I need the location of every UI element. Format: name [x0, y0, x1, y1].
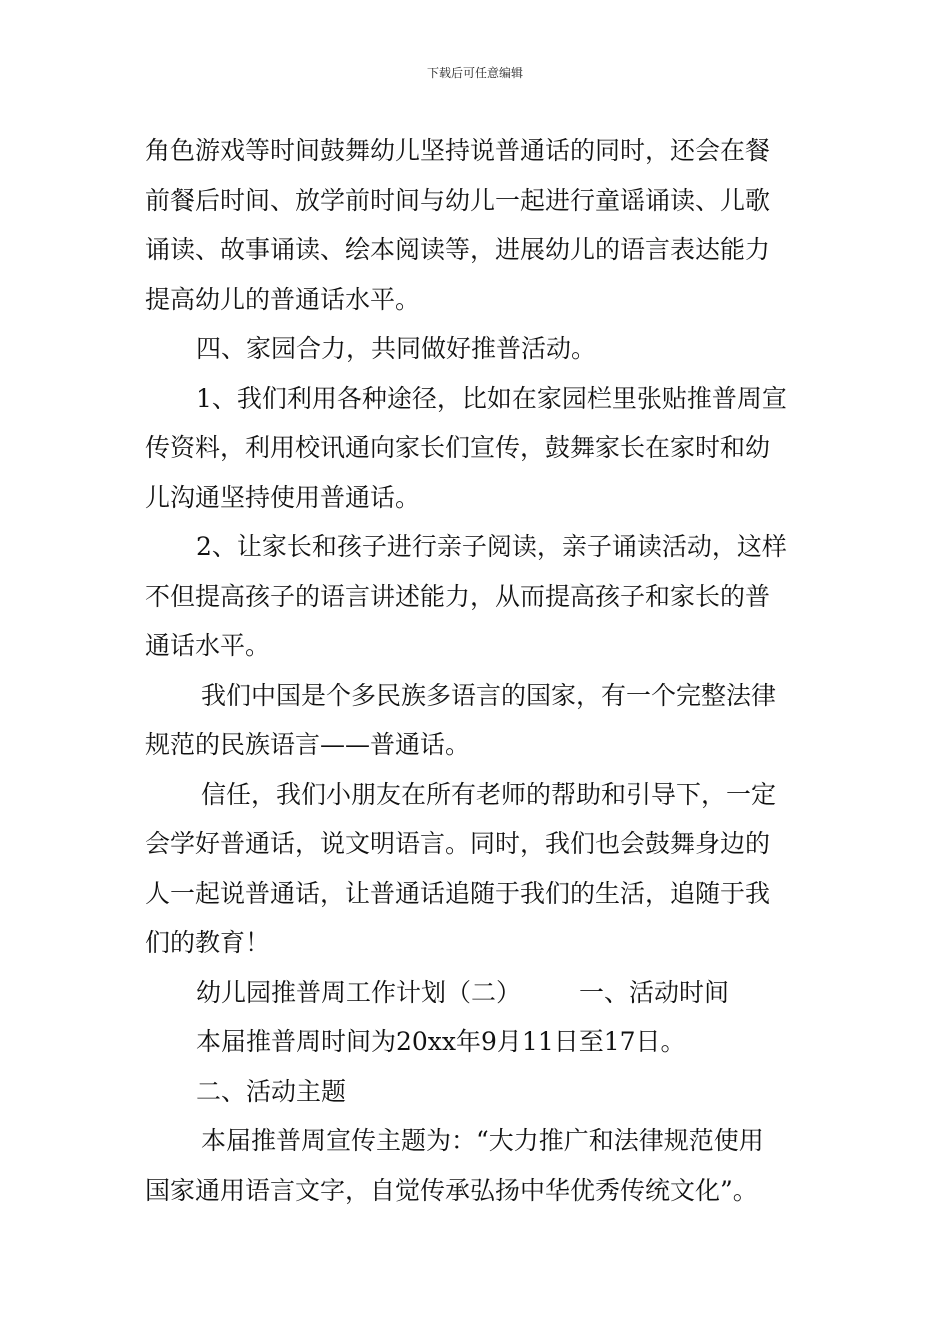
paragraph-line: 诵读、故事诵读、绘本阅读等，进展幼儿的语言表达能力: [145, 235, 771, 264]
paragraph-line: 本届推普周时间为20xx年9月11日至17日。: [196, 1027, 686, 1056]
paragraph-line: 前餐后时间、放学前时间与幼儿一起进行童谣诵读、儿歌: [145, 185, 771, 215]
paragraph-line: 通话水平。: [145, 631, 271, 660]
paragraph-line: 2、让家长和孩子进行亲子阅读，亲子诵读活动，这样: [196, 532, 787, 561]
paragraph-line: 儿沟通坚持使用普通话。: [145, 482, 421, 512]
plan-title-line: [145, 968, 815, 1018]
page-header: 下载后可任意编辑: [426, 66, 523, 80]
paragraph-line: 本届推普周宣传主题为：“大力推广和法律规范使用: [201, 1126, 764, 1155]
paragraph-line: 人一起说普通话，让普通话追随于我们的生活，追随于我: [145, 878, 771, 908]
paragraph-line: 我们中国是个多民族多语言的国家，有一个完整法律: [201, 680, 777, 710]
document-body: [145, 126, 815, 1215]
section-heading: 四、家园合力，共同做好推普活动。: [196, 334, 597, 363]
plan-title: 幼儿园推普周工作计划（二）: [196, 977, 522, 1007]
paragraph-line: 们的教育！: [145, 928, 271, 957]
section-heading: 二、活动主题: [196, 1076, 347, 1106]
section-heading: 一、活动时间: [579, 977, 730, 1007]
paragraph-line: 提高幼儿的普通话水平。: [145, 284, 421, 314]
paragraph-line: 国家通用语言文字，自觉传承弘扬中华优秀传统文化”。: [145, 1175, 758, 1205]
paragraph-line: 规范的民族语言——普通话。: [145, 730, 471, 759]
paragraph-line: 不但提高孩子的语言讲述能力，从而提高孩子和家长的普: [145, 581, 771, 611]
paragraph-line: 角色游戏等时间鼓舞幼儿坚持说普通话的同时，还会在餐: [145, 136, 771, 165]
paragraph-line: 传资料，利用校讯通向家长们宣传，鼓舞家长在家时和幼: [145, 433, 771, 462]
paragraph-line: 1、我们利用各种途径，比如在家园栏里张贴推普周宣: [196, 383, 787, 413]
paragraph-line: 信任，我们小朋友在所有老师的帮助和引导下，一定: [201, 779, 777, 809]
paragraph-line: 会学好普通话，说文明语言。同时，我们也会鼓舞身边的: [145, 829, 771, 858]
